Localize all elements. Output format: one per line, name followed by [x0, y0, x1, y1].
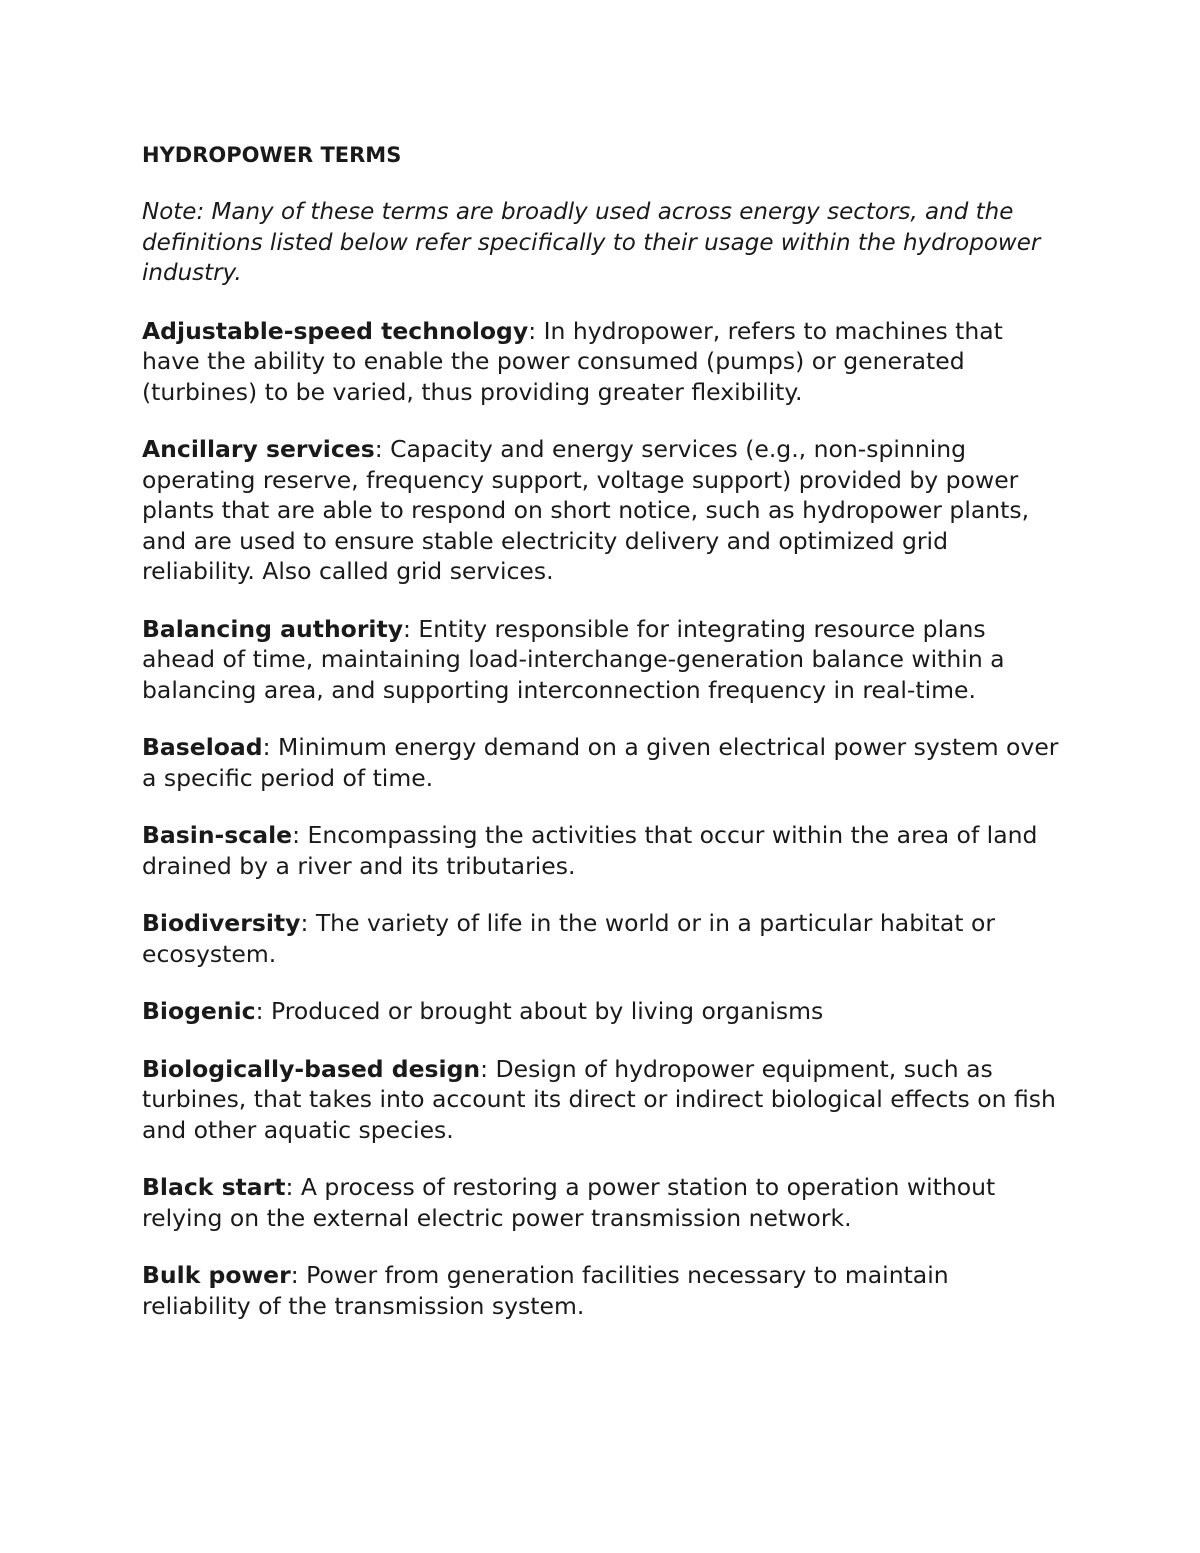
glossary-term: Baseload	[142, 733, 263, 761]
glossary-definition: : Capacity and energy services (e.g., non-spinning operating reserve, frequency support, voltage support) provided by power plants that are able to respond on short notice, such as hydropower plants, and are used to ensure stable electricity delivery and optimized grid reliability. Also called grid services.	[142, 435, 1030, 585]
glossary-definition: : Entity responsible for integrating resource plans ahead of time, maintaining load-interchange-generation balance within a balancing area, and supporting interconnection frequency in real-time.	[142, 614, 1005, 704]
document-note: Note: Many of these terms are broadly used across energy sectors, and the definitions listed below refer specifically to their usage within the hydropower industry.	[142, 199, 1041, 286]
glossary-entry	[142, 614, 1062, 706]
glossary-entry	[142, 1054, 1062, 1146]
glossary-term: Biodiversity	[142, 909, 301, 937]
glossary-term: Biogenic	[142, 997, 256, 1025]
glossary-entry	[142, 820, 1062, 881]
glossary-entry	[142, 434, 1062, 587]
glossary-term: Bulk power	[142, 1261, 291, 1289]
glossary-definition: : The variety of life in the world or in a particular habitat or ecosystem.	[142, 909, 995, 968]
glossary-entry	[142, 316, 1062, 408]
glossary-definition: : Encompassing the activities that occur within the area of land drained by a river and its tributaries.	[142, 821, 1038, 880]
glossary-entry	[142, 732, 1062, 793]
glossary-entry	[142, 1260, 1062, 1321]
glossary-term: Black start	[142, 1173, 286, 1201]
glossary-term: Biologically-based design	[142, 1054, 481, 1083]
glossary-term: Ancillary services	[142, 435, 375, 463]
glossary-entry	[142, 996, 1062, 1027]
glossary-definition: : Design of hydropower equipment, such as turbines, that takes into account its direct or indirect biological effects on fish and other aquatic species.	[142, 1054, 1056, 1144]
glossary-entry	[142, 908, 1062, 969]
glossary-definition: : Power from generation facilities necessary to maintain reliability of the transmission system.	[142, 1261, 949, 1320]
glossary-definition: : A process of restoring a power station to operation without relying on the external electric power transmission network.	[142, 1173, 996, 1232]
glossary-definition: : Produced or brought about by living organisms	[255, 997, 824, 1025]
document-title: HYDROPOWER TERMS	[142, 143, 402, 167]
glossary-definition: : Minimum energy demand on a given electrical power system over a specific period of time.	[142, 733, 1059, 792]
glossary-definition: : In hydropower, refers to machines that have the ability to enable the power consumed (pumps) or generated (turbines) to be varied, thus providing greater flexibility.	[142, 316, 1003, 406]
document-page	[142, 140, 1062, 1348]
glossary-term: Basin-scale	[142, 821, 293, 849]
glossary-term: Balancing authority	[142, 614, 404, 643]
glossary-term: Adjustable-speed technology	[142, 316, 529, 345]
glossary-entry	[142, 1172, 1062, 1233]
